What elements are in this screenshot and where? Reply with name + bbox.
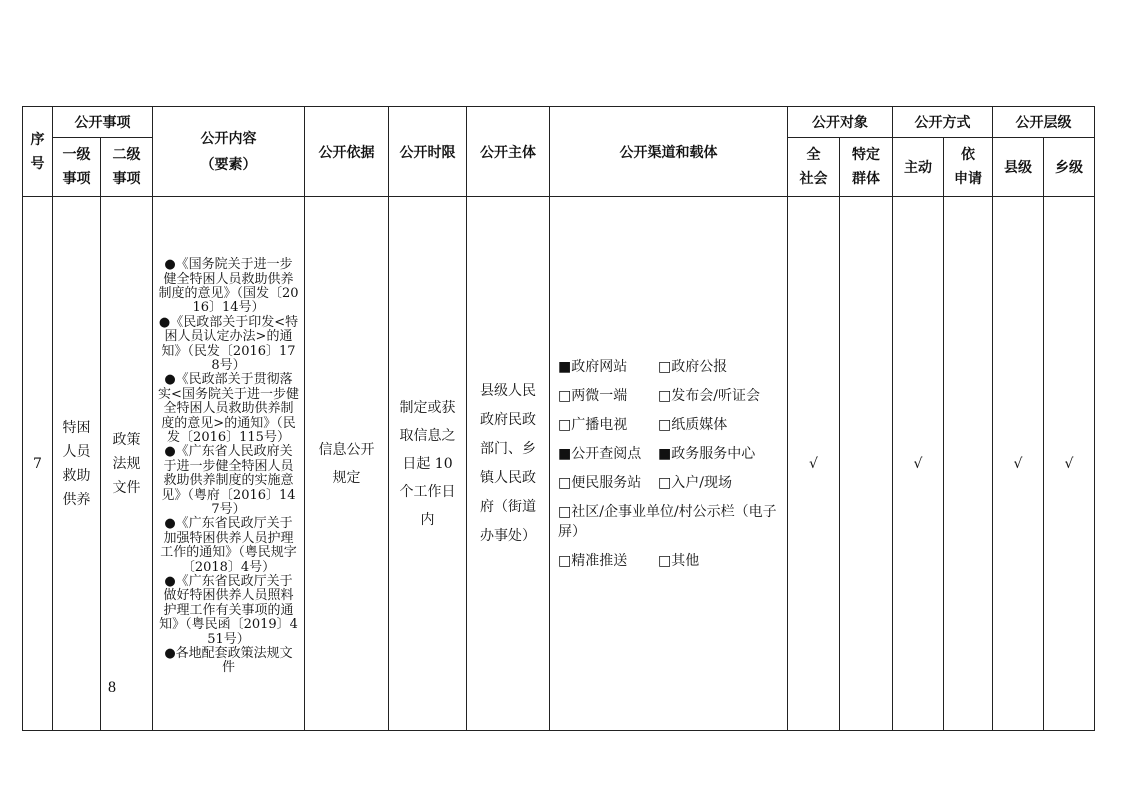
header-specific-groups: 特定 群体 bbox=[840, 138, 893, 197]
row-on-request bbox=[944, 197, 993, 731]
channel-precise-push: □精准推送 bbox=[558, 552, 628, 569]
row-basis: 信息公开 规定 bbox=[305, 197, 389, 731]
row-subject: 县级人民 政府民政 部门、乡 镇人民政 府（街道 办事处） bbox=[467, 197, 550, 731]
table-row bbox=[23, 197, 1095, 731]
header-content: 公开内容 （要素） bbox=[153, 107, 305, 197]
row-specific-groups bbox=[840, 197, 893, 731]
content-list bbox=[153, 251, 304, 676]
row-level2: 政策 法规 文件 bbox=[101, 197, 153, 731]
channel-public-reading-point: ■公开查阅点 bbox=[558, 445, 642, 462]
header-audience-group: 公开对象 bbox=[788, 107, 893, 138]
header-deadline: 公开时限 bbox=[389, 107, 467, 197]
channel-service-center: ■政务服务中心 bbox=[658, 445, 756, 462]
page-number: 8 bbox=[108, 679, 116, 696]
list-item: ●《国务院关于进一步健全特困人员救助供养制度的意见》（国发〔2016〕14号） bbox=[158, 257, 299, 316]
channel-radio-tv: □广播电视 bbox=[558, 416, 628, 433]
row-all-society: √ bbox=[788, 197, 840, 731]
header-level2: 二级 事项 bbox=[101, 138, 153, 197]
header-subject: 公开主体 bbox=[467, 107, 550, 197]
channel-list bbox=[550, 357, 787, 571]
list-item: ●各地配套政策法规文件 bbox=[164, 646, 293, 676]
header-items-group: 公开事项 bbox=[53, 107, 153, 138]
list-item: ●《民政部关于贯彻落实<国务院关于进一步健全特困人员救助供养制度的意见>的通知》（民发〔2016〕115号） bbox=[158, 372, 299, 445]
header-seq: 序 号 bbox=[23, 107, 53, 197]
channel-print-media: □纸质媒体 bbox=[658, 416, 728, 433]
list-item: ●《民政部关于印发<特困人员认定办法>的通知》（民发〔2016〕178号） bbox=[158, 314, 299, 373]
header-row-1 bbox=[23, 107, 1095, 138]
header-active: 主动 bbox=[893, 138, 944, 197]
row-county: √ bbox=[993, 197, 1044, 731]
channel-other: □其他 bbox=[658, 552, 700, 569]
header-level1: 一级 事项 bbox=[53, 138, 101, 197]
row-township: √ bbox=[1044, 197, 1095, 731]
channel-gov-gazette: □政府公报 bbox=[658, 358, 728, 375]
channel-door-to-door: □入户/现场 bbox=[658, 474, 732, 491]
header-county: 县级 bbox=[993, 138, 1044, 197]
list-item: ●《广东省民政厅关于加强特困供养人员护理工作的通知》（粤民规字〔2018〕4号） bbox=[160, 516, 297, 575]
header-channels: 公开渠道和载体 bbox=[550, 107, 788, 197]
channel-weibo-wechat-app: □两微一端 bbox=[558, 387, 628, 404]
disclosure-table bbox=[22, 106, 1095, 731]
header-all-society: 全 社会 bbox=[788, 138, 840, 197]
header-method-group: 公开方式 bbox=[893, 107, 993, 138]
row-active: √ bbox=[893, 197, 944, 731]
list-item: ●《广东省民政厅关于做好特困供养人员照料护理工作有关事项的通知》（粤民函〔2019〕451号） bbox=[159, 574, 298, 647]
row-channels bbox=[550, 197, 788, 731]
channel-press-hearing: □发布会/听证会 bbox=[658, 387, 760, 404]
channel-bulletin-board: □社区/企事业单位/村公示栏（电子屏） bbox=[558, 503, 777, 540]
row-seq: 7 bbox=[23, 197, 53, 731]
row-level1: 特困 人员 救助 供养 bbox=[53, 197, 101, 731]
row-deadline: 制定或获 取信息之 日起 10 个工作日 内 bbox=[389, 197, 467, 731]
list-item: ●《广东省人民政府关于进一步健全特困人员救助供养制度的实施意见》（粤府〔2016〕147号） bbox=[161, 444, 296, 518]
header-township: 乡级 bbox=[1044, 138, 1095, 197]
header-basis: 公开依据 bbox=[305, 107, 389, 197]
header-level-group: 公开层级 bbox=[993, 107, 1095, 138]
row-content bbox=[153, 197, 305, 731]
channel-convenience-station: □便民服务站 bbox=[558, 474, 642, 491]
header-on-request: 依 申请 bbox=[944, 138, 993, 197]
channel-gov-website: ■政府网站 bbox=[558, 358, 628, 375]
